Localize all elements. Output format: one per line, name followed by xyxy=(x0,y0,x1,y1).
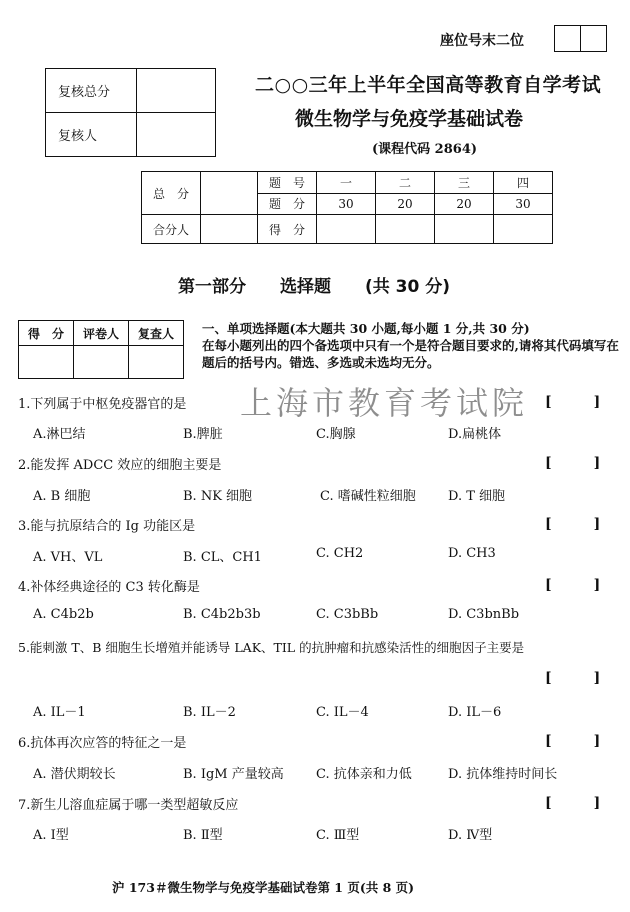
page-footer: 沪 173＃微生物学与免疫学基础试卷第 1 页(共 8 页) xyxy=(112,880,415,895)
checker-name-label: 复查人 xyxy=(129,321,184,346)
question-stem: 4.补体经典途径的 C3 转化酶是 xyxy=(18,580,200,595)
paper-title: 微生物学与免疫学基础试卷 xyxy=(295,108,524,130)
section-number: 二 xyxy=(376,172,435,194)
option-c: C. C3bBb xyxy=(316,607,379,622)
option-b: B. Ⅱ型 xyxy=(183,828,223,843)
option-a: A. B 细胞 xyxy=(33,489,91,504)
section-points: 30 xyxy=(494,193,553,215)
option-b: B. NK 细胞 xyxy=(183,489,253,504)
option-d: D. IL－6 xyxy=(448,705,502,720)
answer-bracket[interactable]: [ ] xyxy=(545,795,601,811)
exam-title: 二○○三年上半年全国高等教育自学考试 xyxy=(255,74,602,96)
option-a: A. 潜伏期较长 xyxy=(33,767,116,782)
answer-bracket[interactable]: [ ] xyxy=(545,516,601,532)
obtained-score-cell[interactable] xyxy=(376,215,435,244)
option-a: A. C4b2b xyxy=(33,607,94,622)
section-heading: 一、单项选择题(本大题共 30 小题,每小题 1 分,共 30 分) xyxy=(202,321,530,336)
obtained-score-cell[interactable] xyxy=(435,215,494,244)
option-b: B. IL－2 xyxy=(183,705,236,720)
option-c: C. 抗体亲和力低 xyxy=(316,767,412,782)
section-number: 四 xyxy=(494,172,553,194)
seat-number-boxes[interactable] xyxy=(554,25,607,52)
question-stem: 7.新生儿溶血症属于哪一类型超敏反应 xyxy=(18,798,239,813)
obtained-score-cell[interactable] xyxy=(317,215,376,244)
score-table xyxy=(141,171,553,244)
score-adder-label: 合分人 xyxy=(142,215,201,244)
course-code: (课程代码 2864) xyxy=(372,142,478,157)
question-stem: 1.下列属于中枢免疫器官的是 xyxy=(18,397,187,412)
review-table xyxy=(45,68,216,157)
answer-bracket[interactable]: [ ] xyxy=(545,577,601,593)
watermark: 上海市教育考试院 xyxy=(240,384,529,422)
total-score-cell[interactable] xyxy=(201,172,258,215)
option-a: A. VH、VL xyxy=(33,550,103,565)
checker-name-cell[interactable] xyxy=(129,346,184,379)
grader-name-cell[interactable] xyxy=(74,346,129,379)
grader-name-label: 评卷人 xyxy=(74,321,129,346)
part-title: 第一部分 选择题 (共 30 分) xyxy=(178,277,451,297)
grader-score-label: 得 分 xyxy=(19,321,74,346)
section-heading-block xyxy=(202,320,627,371)
score-adder-cell[interactable] xyxy=(201,215,258,244)
seat-digit-box[interactable] xyxy=(555,26,581,52)
section-points: 30 xyxy=(317,193,376,215)
question-number-label: 题 号 xyxy=(258,172,317,194)
option-d: D. T 细胞 xyxy=(448,489,506,504)
reviewer-label: 复核人 xyxy=(46,113,137,157)
section-instructions: 在每小题列出的四个备选项中只有一个是符合题目要求的,请将其代码填写在题后的括号内。错选、多选或未选均无分。 xyxy=(202,338,619,370)
answer-bracket[interactable]: [ ] xyxy=(545,455,601,471)
option-b: B. IgM 产量较高 xyxy=(183,767,284,782)
option-b: B. C4b2b3b xyxy=(183,607,261,622)
reviewer-cell[interactable] xyxy=(137,113,216,157)
option-d: D. C3bnBb xyxy=(448,607,520,622)
question-stem: 3.能与抗原结合的 Ig 功能区是 xyxy=(18,519,196,534)
review-total-cell[interactable] xyxy=(137,69,216,113)
question-stem: 6.抗体再次应答的特征之一是 xyxy=(18,736,187,751)
section-points: 20 xyxy=(435,193,494,215)
grader-table xyxy=(18,320,184,379)
option-a: A.淋巴结 xyxy=(33,427,86,442)
option-c: C. 嗜碱性粒细胞 xyxy=(320,489,416,504)
question-points-label: 题 分 xyxy=(258,193,317,215)
answer-bracket[interactable]: [ ] xyxy=(545,394,601,410)
option-c: C.胸腺 xyxy=(316,427,356,442)
option-b: B.脾脏 xyxy=(183,427,223,442)
option-c: C. Ⅲ型 xyxy=(316,828,360,843)
option-a: A. Ⅰ型 xyxy=(33,828,69,843)
option-a: A. IL－1 xyxy=(33,705,86,720)
total-score-label: 总 分 xyxy=(142,172,201,215)
question-stem: 5.能刺激 T、B 细胞生长增殖并能诱导 LAK、TIL 的抗肿瘤和抗感染活性的细胞因子主要是 xyxy=(18,640,525,655)
answer-bracket[interactable]: [ ] xyxy=(545,733,601,749)
option-b: B. CL、CH1 xyxy=(183,550,262,565)
section-number: 一 xyxy=(317,172,376,194)
question-stem: 2.能发挥 ADCC 效应的细胞主要是 xyxy=(18,458,222,473)
obtained-score-cell[interactable] xyxy=(494,215,553,244)
seat-digit-box[interactable] xyxy=(581,26,607,52)
option-d: D. 抗体维持时间长 xyxy=(448,767,558,782)
section-points: 20 xyxy=(376,193,435,215)
seat-number-label: 座位号末二位 xyxy=(440,33,524,49)
option-c: C. IL－4 xyxy=(316,705,369,720)
grader-score-cell[interactable] xyxy=(19,346,74,379)
section-number: 三 xyxy=(435,172,494,194)
review-total-label: 复核总分 xyxy=(46,69,137,113)
option-d: D. CH3 xyxy=(448,546,496,561)
option-d: D.扁桃体 xyxy=(448,427,502,442)
answer-bracket[interactable]: [ ] xyxy=(545,670,601,686)
option-d: D. Ⅳ型 xyxy=(448,828,493,843)
obtained-score-label: 得 分 xyxy=(258,215,317,244)
option-c: C. CH2 xyxy=(316,546,364,561)
